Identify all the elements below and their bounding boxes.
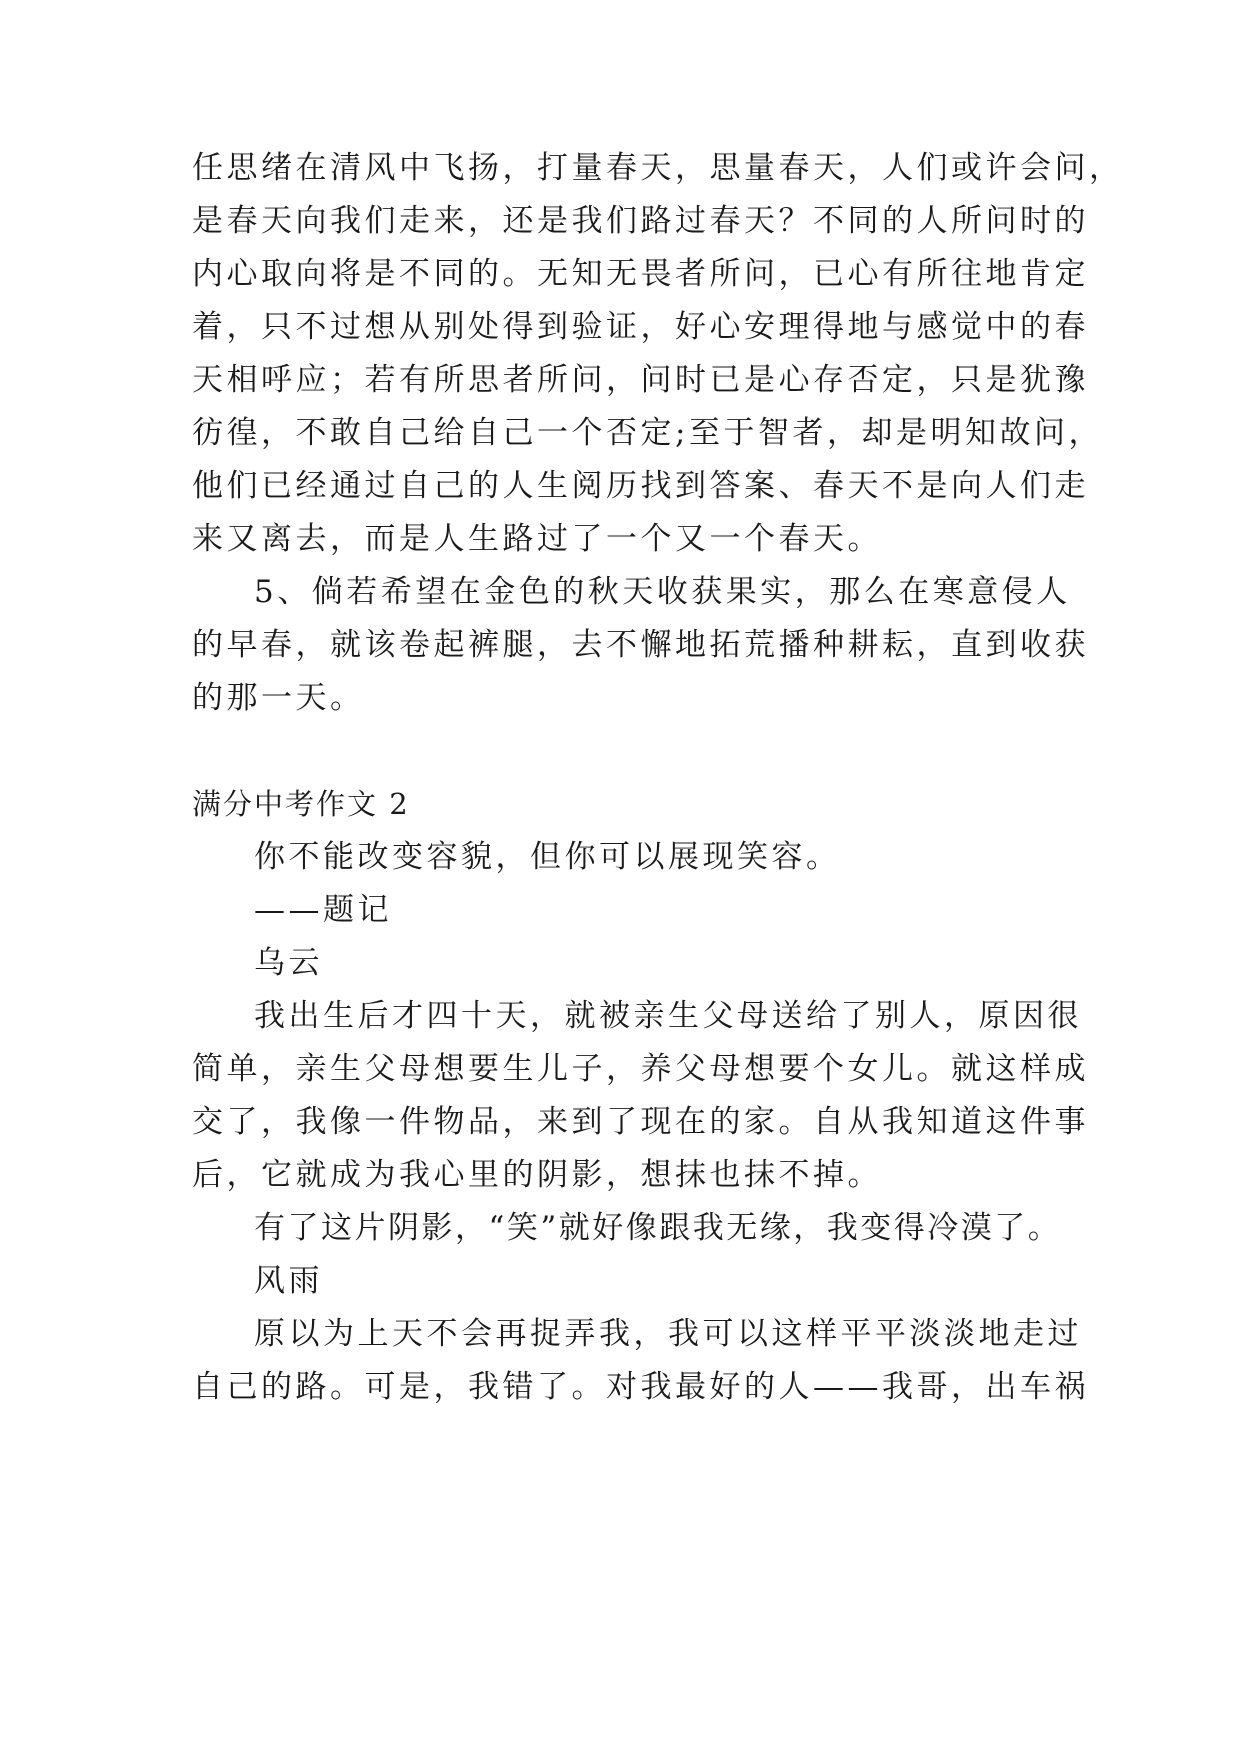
epigraph-attribution: ——题记: [254, 892, 392, 928]
point-5-line-2: 的早春，就该卷起裤腿，去不懈地拓荒播种耕耘，直到收获: [192, 627, 1089, 663]
essay-title: 满分中考作文 2: [192, 787, 410, 821]
point-5-line-1: 5、倘若希望在金色的秋天收获果实，那么在寒意侵人: [254, 574, 1071, 610]
section-1-line-2: 简单，亲生父母想要生儿子，养父母想要个女儿。就这样成: [192, 1051, 1089, 1087]
intro-line-5: 天相呼应；若有所思者所问，问时已是心存否定，只是犹豫: [192, 362, 1089, 398]
section-2-line-2: 自己的路。可是，我错了。对我最好的人——我哥，出车祸: [192, 1369, 1089, 1405]
section-1-line-3: 交了，我像一件物品，来到了现在的家。自从我知道这件事: [192, 1104, 1089, 1140]
intro-line-2: 是春天向我们走来，还是我们路过春天？不同的人所问时的: [192, 203, 1089, 239]
section-1-line-4: 后，它就成为我心里的阴影，想抹也抹不掉。: [192, 1157, 882, 1193]
intro-line-8: 来又离去，而是人生路过了一个又一个春天。: [192, 521, 882, 557]
point-5-line-3: 的那一天。: [192, 680, 365, 716]
intro-line-4: 着，只不过想从别处得到验证，好心安理得地与感觉中的春: [192, 309, 1089, 345]
section-2-heading: 风雨: [254, 1263, 323, 1299]
intro-line-6: 彷徨，不敢自己给自己一个否定;至于智者，却是明知故问，: [192, 415, 1103, 451]
intro-line-1: 任思绪在清风中飞扬，打量春天，思量春天，人们或许会问，: [192, 150, 1124, 186]
section-2-line-1: 原以为上天不会再捉弄我，我可以这样平平淡淡地走过: [254, 1316, 1082, 1352]
intro-line-3: 内心取向将是不同的。无知无畏者所问，已心有所往地肯定: [192, 256, 1089, 292]
epigraph: 你不能改变容貌，但你可以展现笑容。: [254, 839, 841, 875]
section-1-line-1: 我出生后才四十天，就被亲生父母送给了别人，原因很: [254, 998, 1082, 1034]
intro-line-7: 他们已经通过自己的人生阅历找到答案、春天不是向人们走: [192, 468, 1089, 504]
section-1-closing: 有了这片阴影，“笑”就好像跟我无缘，我变得冷漠了。: [254, 1210, 1062, 1246]
section-1-heading: 乌云: [254, 945, 323, 981]
